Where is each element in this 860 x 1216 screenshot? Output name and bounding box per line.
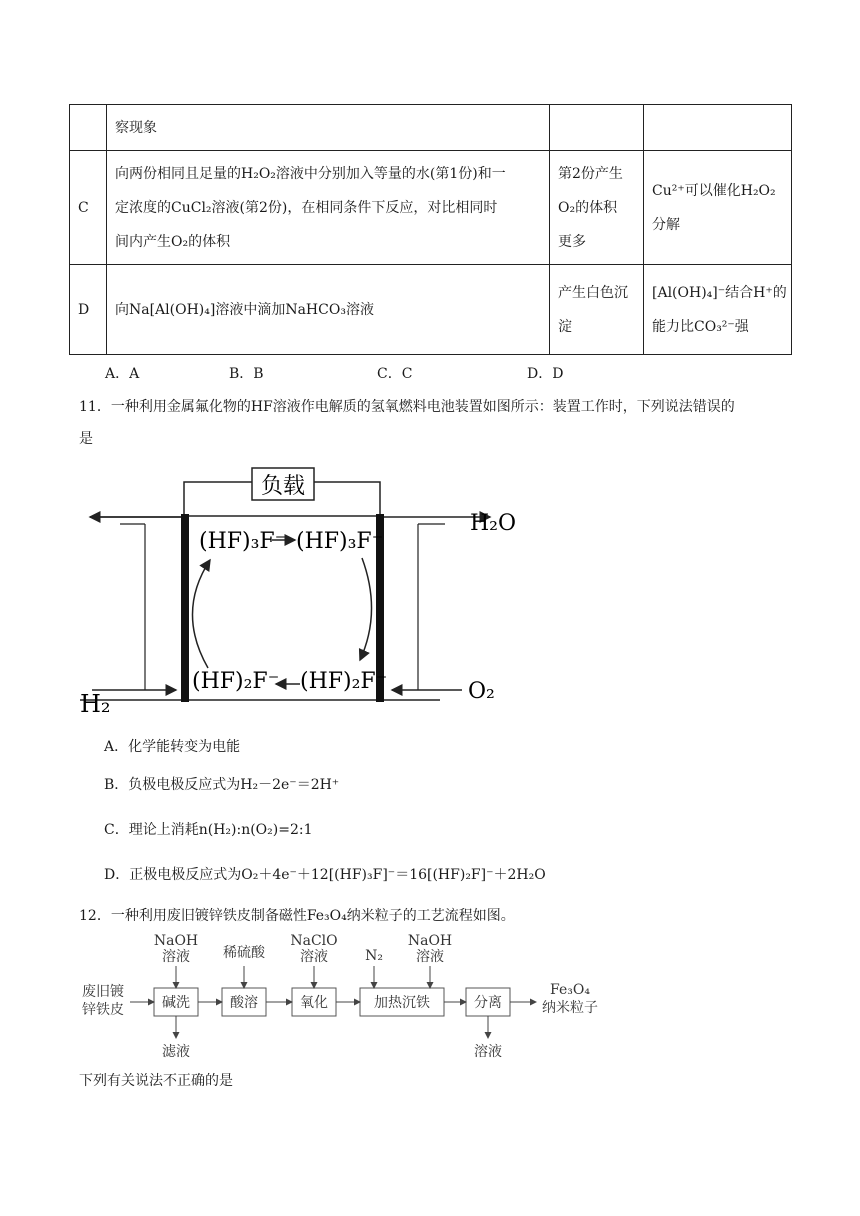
- product-line-1: Fe₃O₄: [550, 982, 590, 998]
- option-b[interactable]: B．B: [229, 366, 264, 382]
- q11-option-b[interactable]: B．负极电极反应式为H₂－2e⁻＝2H⁺: [104, 777, 340, 793]
- phenomenon-cell: 产生白色沉 淀: [550, 265, 644, 355]
- input-5-line-2: 溶液: [416, 949, 444, 965]
- question-12-tail: 下列有关说法不正确的是: [79, 1073, 233, 1089]
- row-label: D: [70, 265, 107, 355]
- question-12-stem: 12．一种利用废旧镀锌铁皮制备磁性Fe₃O₄纳米粒子的工艺流程如图。: [79, 908, 515, 924]
- conclusion-cell: [644, 105, 792, 151]
- experiment-table: [69, 104, 792, 355]
- phenomenon-cell: [550, 105, 644, 151]
- question-11-stem-cont: 是: [79, 431, 93, 447]
- output-2-label: 溶液: [474, 1044, 502, 1060]
- h2-label: H₂: [80, 690, 111, 718]
- load-label: 负载: [260, 474, 306, 499]
- fuel-cell-diagram: [0, 462, 560, 722]
- wire-right: [314, 482, 380, 514]
- input-1-line-1: NaOH: [153, 933, 199, 949]
- experiment-cell: 察现象: [107, 105, 550, 151]
- table-row: [70, 265, 792, 355]
- q11-option-a[interactable]: A．化学能转变为电能: [104, 739, 241, 755]
- option-d[interactable]: D．D: [527, 366, 564, 382]
- step-5-label: 分离: [474, 995, 502, 1011]
- phenomenon-cell: 第2份产生 O₂的体积 更多: [550, 151, 644, 265]
- process-flowchart: [70, 930, 630, 1066]
- q11-option-d[interactable]: D．正极电极反应式为O₂＋4e⁻＋12[(HF)₃F]⁻＝16[(HF)₂F]⁻＋2H₂O: [104, 867, 546, 883]
- table-row: [70, 151, 792, 265]
- option-c[interactable]: C．C: [377, 366, 413, 382]
- species-top-left: (HF)₃F⁻: [199, 529, 287, 554]
- product-line-2: 纳米粒子: [542, 1000, 598, 1016]
- input-3-line-2: 溶液: [300, 949, 328, 965]
- option-a[interactable]: A．A: [105, 366, 140, 382]
- table-row: [70, 105, 792, 151]
- experiment-cell: 向两份相同且足量的H₂O₂溶液中分别加入等量的水(第1份)和一 定浓度的CuCl₂溶液(第2份)，在相同条件下反应，对比相同时 间内产生O₂的体积: [107, 151, 550, 265]
- input-1-line-2: 溶液: [162, 949, 190, 965]
- step-2-label: 酸溶: [230, 995, 258, 1011]
- conclusion-cell: [Al(OH)₄]⁻结合H⁺的 能力比CO₃²⁻强: [644, 265, 792, 355]
- q11-option-c[interactable]: C．理论上消耗n(H₂):n(O₂)=2:1: [104, 822, 313, 838]
- step-4-label: 加热沉铁: [374, 995, 430, 1011]
- conclusion-cell: Cu²⁺可以催化H₂O₂ 分解: [644, 151, 792, 265]
- species-bottom-left: (HF)₂F⁻: [192, 669, 280, 694]
- species-bottom-right: (HF)₂F⁻: [300, 669, 388, 694]
- species-top-right: (HF)₃F⁻: [296, 529, 384, 554]
- h2o-label: H₂O: [470, 511, 517, 536]
- wire-left: [184, 482, 252, 514]
- row-label: [70, 105, 107, 151]
- experiment-cell: 向Na[Al(OH)₄]溶液中滴加NaHCO₃溶液: [107, 265, 550, 355]
- left-electrode: [181, 514, 189, 702]
- output-1-label: 滤液: [162, 1044, 190, 1060]
- arrow-down: [360, 558, 372, 660]
- arrow-up: [192, 560, 210, 668]
- row-label: C: [70, 151, 107, 265]
- step-1-label: 碱洗: [162, 995, 190, 1011]
- question-11-stem: 11．一种利用金属氟化物的HF溶液作电解质的氢氧燃料电池装置如图所示：装置工作时，下列说法错误的: [79, 399, 735, 415]
- start-label-2: 锌铁皮: [82, 1002, 124, 1018]
- o2-label: O₂: [468, 679, 495, 704]
- input-5-line-1: NaOH: [407, 933, 453, 949]
- input-4-line-1: N₂: [365, 948, 383, 964]
- start-label-1: 废旧镀: [82, 984, 124, 1000]
- input-2-line-1: 稀硫酸: [223, 945, 265, 961]
- step-3-label: 氧化: [300, 995, 328, 1011]
- input-3-line-1: NaClO: [290, 933, 338, 949]
